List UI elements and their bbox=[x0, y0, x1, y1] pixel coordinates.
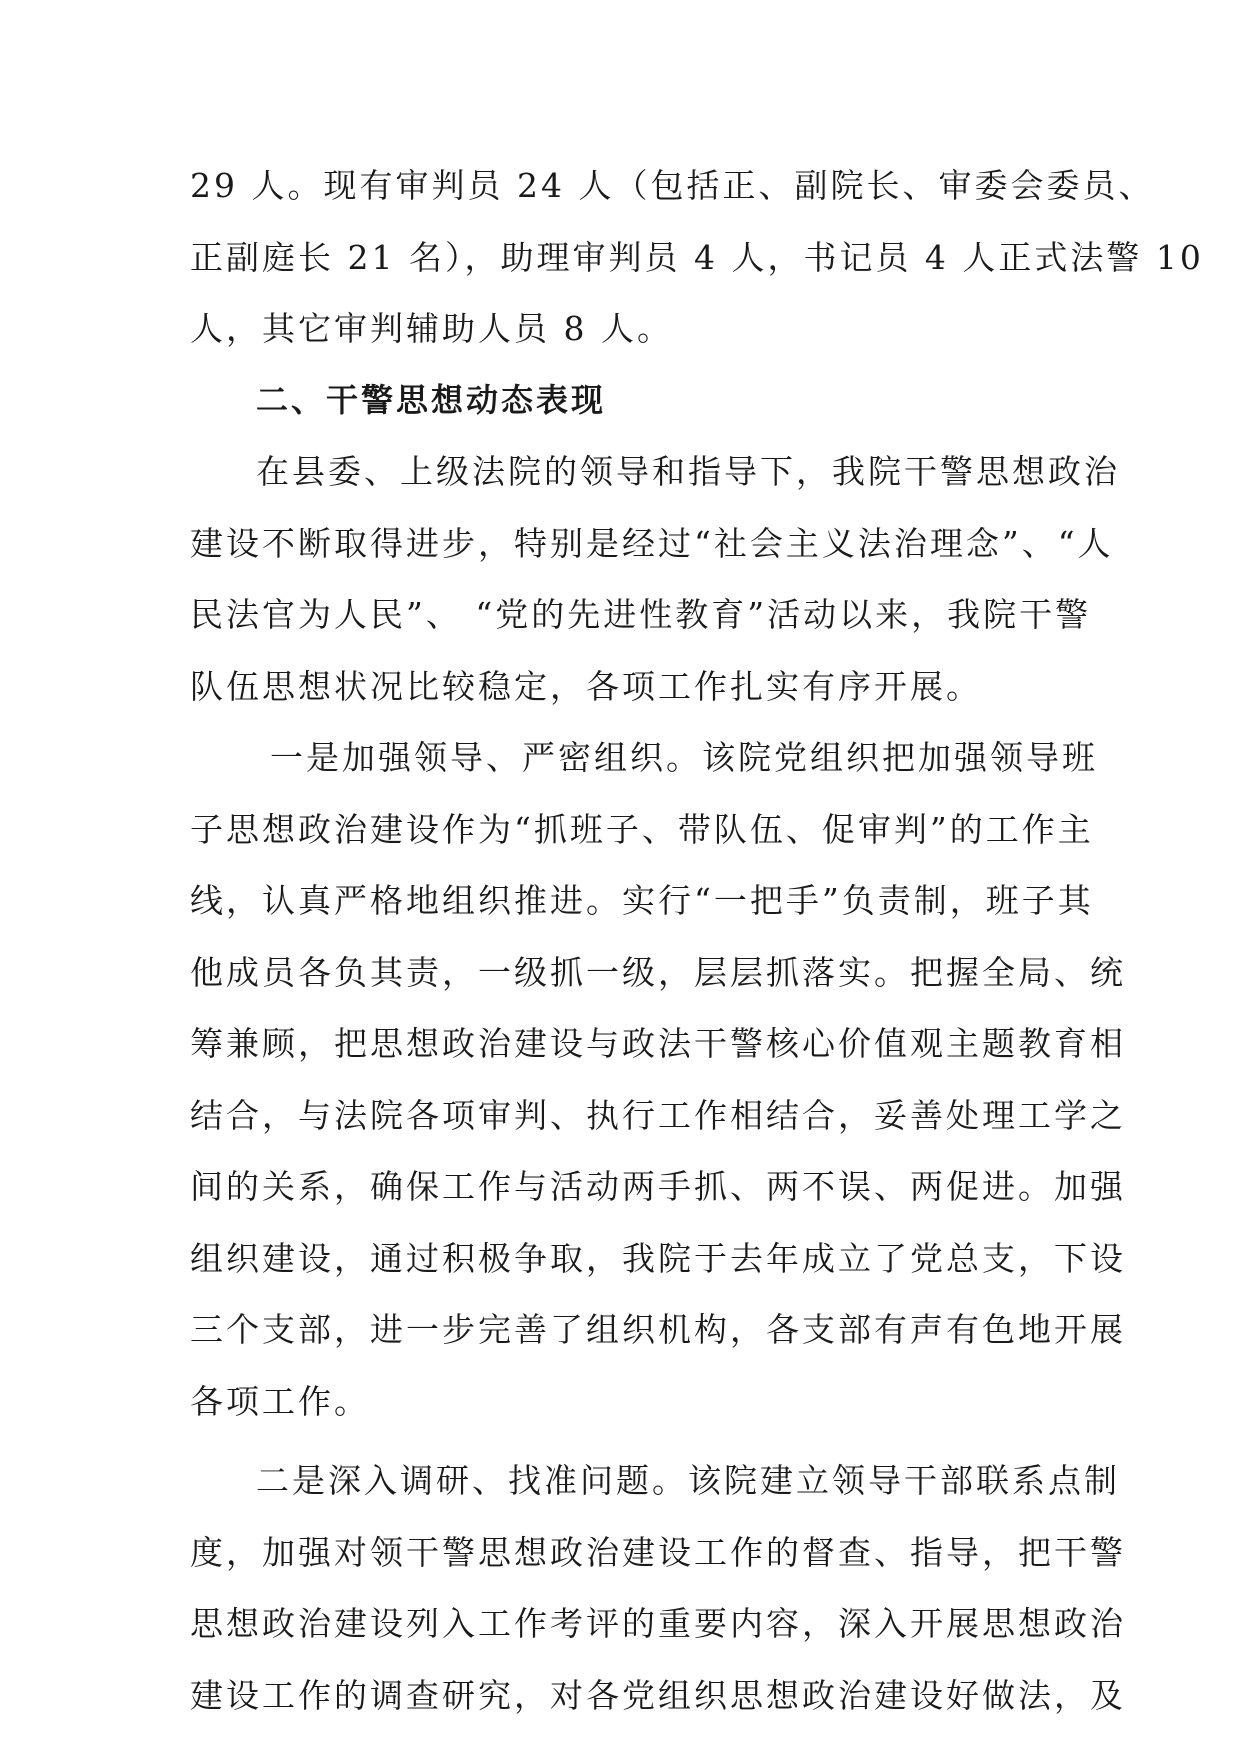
text-line: 建设工作的调查研究，对各党组织思想政治建设好做法，及 bbox=[190, 1675, 1126, 1715]
text-line: 子思想政治建设作为“抓班子、带队伍、促审判”的工作主 bbox=[190, 809, 1094, 849]
paragraph-3 bbox=[190, 1445, 1126, 1731]
paragraph-2 bbox=[190, 722, 1126, 1437]
text-line: 思想政治建设列入工作考评的重要内容，深入开展思想政治 bbox=[190, 1604, 1126, 1643]
paragraph-1 bbox=[190, 436, 1120, 722]
text-line: 结合，与法院各项审判、执行工作相结合，妥善处理工学之 bbox=[190, 1095, 1126, 1135]
text-line: 组织建设，通过积极争取，我院于去年成立了党总支，下设 bbox=[190, 1238, 1126, 1278]
text-line: 三个支部，进一步完善了组织机构，各支部有声有色地开展 bbox=[190, 1310, 1126, 1349]
text-line: 筹兼顾，把思想政治建设与政法干警核心价值观主题教育相 bbox=[190, 1024, 1126, 1063]
text-line: 正副庭长 21 名），助理审判员 4 人，书记员 4 人正式法警 10 bbox=[190, 237, 1204, 277]
text-line: 间的关系，确保工作与活动两手抓、两不误、两促进。加强 bbox=[190, 1167, 1126, 1206]
text-line: 在县委、上级法院的领导和指导下，我院干警思想政治 bbox=[256, 452, 1120, 491]
intro-paragraph bbox=[190, 150, 1204, 365]
text-line: 人，其它审判辅助人员 8 人。 bbox=[190, 309, 673, 348]
text-line: 二是深入调研、找准问题。该院建立领导干部联系点制 bbox=[256, 1461, 1120, 1500]
text-line: 一是加强领导、严密组织。该院党组织把加强领导班 bbox=[270, 738, 1098, 777]
paragraph-gap bbox=[190, 1437, 1052, 1445]
text-line: 队伍思想状况比较稳定，各项工作扎实有序开展。 bbox=[190, 666, 982, 706]
text-line: 各项工作。 bbox=[190, 1381, 370, 1421]
text-line: 民法官为人民”、 “党的先进性教育”活动以来，我院干警 bbox=[190, 595, 1092, 634]
document-page bbox=[190, 150, 1204, 1731]
text-line: 29 人。现有审判员 24 人（包括正、副院长、审委会委员、 bbox=[190, 166, 1155, 205]
text-line: 他成员各负其责，一级抓一级，层层抓落实。把握全局、统 bbox=[190, 952, 1126, 992]
text-line: 度，加强对领干警思想政治建设工作的督查、指导，把干警 bbox=[190, 1532, 1126, 1572]
text-line: 建设不断取得进步，特别是经过“社会主义法治理念”、“人 bbox=[190, 523, 1114, 563]
text-line: 线，认真严格地组织推进。实行“一把手”负责制，班子其 bbox=[190, 881, 1094, 920]
section-heading: 二、干警思想动态表现 bbox=[256, 380, 607, 419]
